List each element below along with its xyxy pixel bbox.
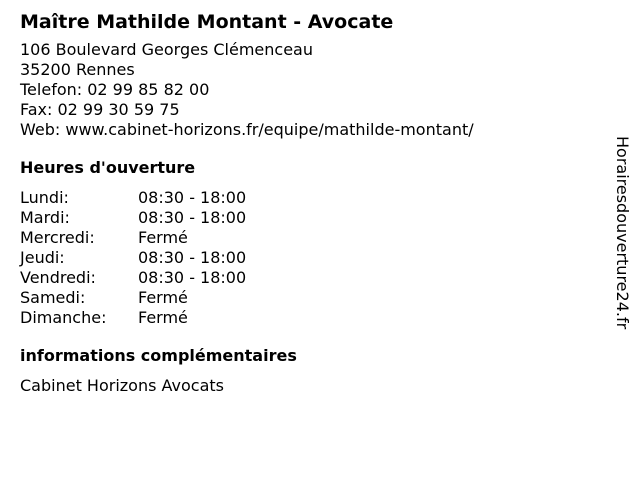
opening-hours-table [20,188,600,328]
hours-heading: Heures d'ouverture [20,158,196,177]
hours-row-friday [20,268,600,288]
hours-day: Vendredi: [20,268,96,287]
hours-day: Dimanche: [20,308,107,327]
hours-day: Mardi: [20,208,70,227]
hours-time: Fermé [138,288,188,307]
hours-time: Fermé [138,228,188,247]
website-link[interactable]: Web: www.cabinet-horizons.fr/equipe/mathilde-montant/ [20,120,474,139]
hours-day: Jeudi: [20,248,65,267]
hours-day: Samedi: [20,288,86,307]
hours-time: Fermé [138,308,188,327]
hours-day: Mercredi: [20,228,95,247]
hours-time: 08:30 - 18:00 [138,248,247,267]
hours-time: 08:30 - 18:00 [138,188,247,207]
hours-row-saturday [20,288,600,308]
hours-time: 08:30 - 18:00 [138,268,247,287]
address-street: 106 Boulevard Georges Clémenceau [20,40,313,59]
hours-day: Lundi: [20,188,69,207]
hours-row-wednesday [20,228,600,248]
info-heading: informations complémentaires [20,346,297,365]
hours-row-thursday [20,248,600,268]
hours-row-sunday [20,308,600,328]
info-text: Cabinet Horizons Avocats [20,376,224,395]
fax-number: Fax: 02 99 30 59 75 [20,100,180,119]
hours-time: 08:30 - 18:00 [138,208,247,227]
address-city: 35200 Rennes [20,60,135,79]
hours-row-tuesday [20,208,600,228]
site-watermark: Horairesdouverture24.fr [613,136,632,330]
page-title: Maître Mathilde Montant - Avocate [20,11,394,33]
business-card [20,8,600,396]
hours-row-monday [20,188,600,208]
contact-block [20,40,600,140]
phone-number: Telefon: 02 99 85 82 00 [20,80,210,99]
